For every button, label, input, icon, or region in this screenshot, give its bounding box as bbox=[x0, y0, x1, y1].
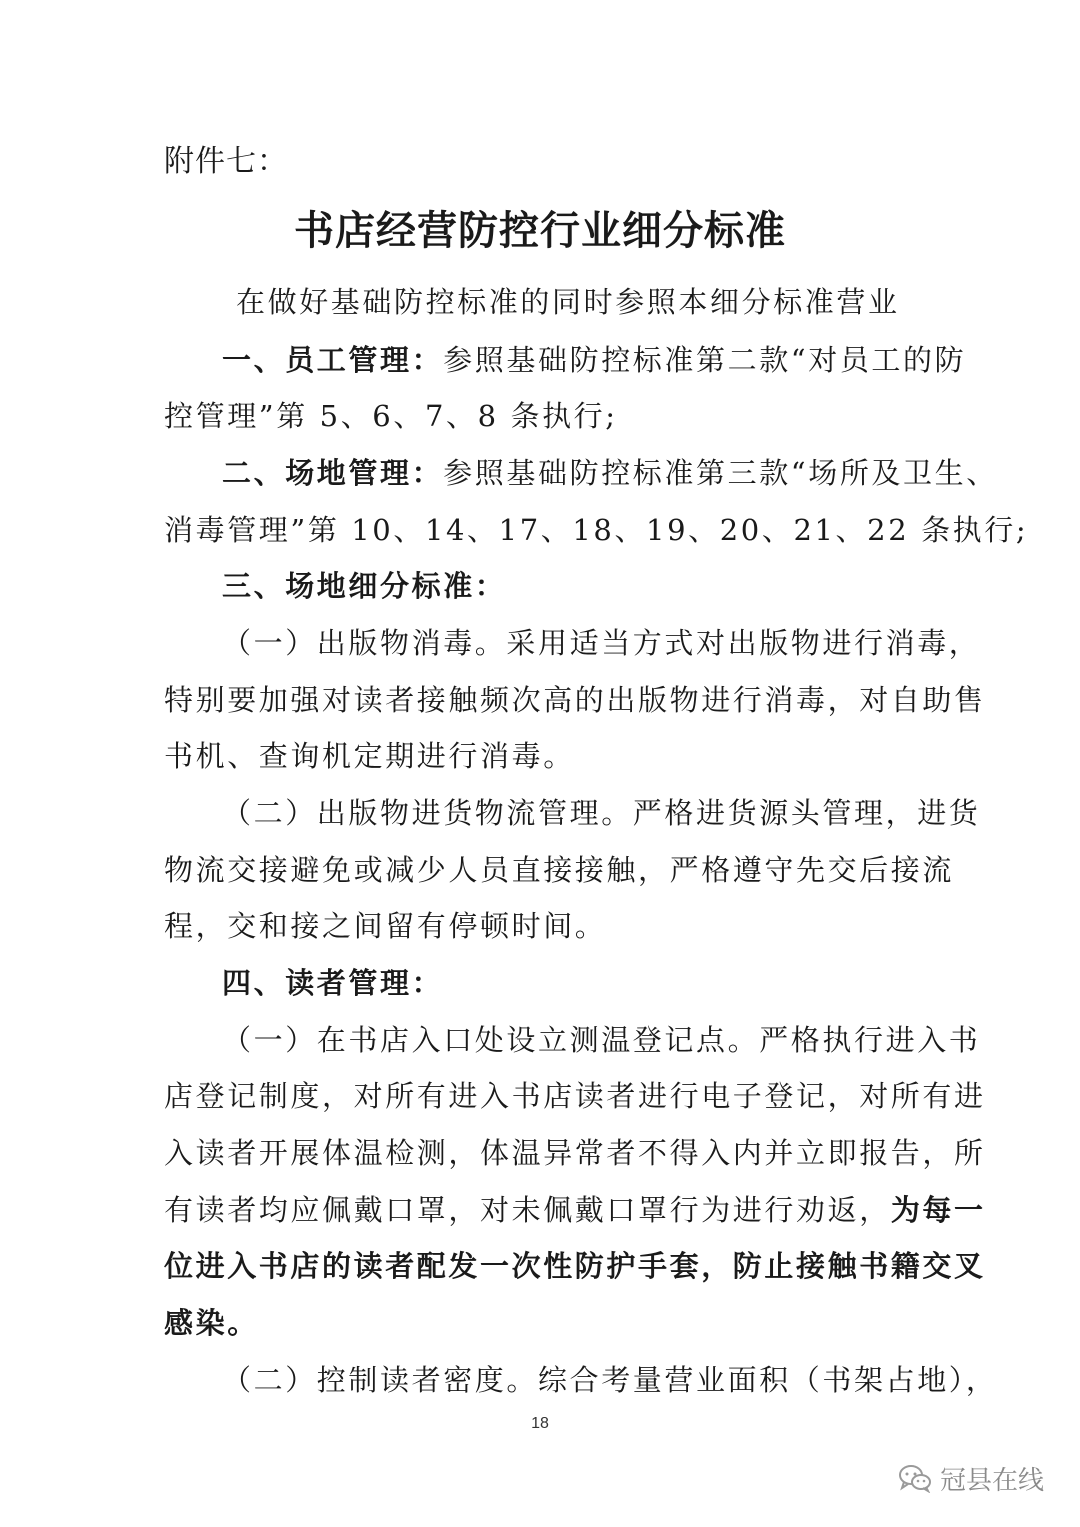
attachment-label: 附件七： bbox=[164, 144, 288, 179]
wechat-icon bbox=[898, 1463, 932, 1493]
watermark-text: 冠县在线 bbox=[939, 1465, 1044, 1496]
section4-item1-line6: 感染。 bbox=[164, 1306, 259, 1340]
document-title: 书店经营防控行业细分标准 bbox=[294, 207, 786, 254]
section4-item1-line4-normal: 有读者均应佩戴口罩，对未佩戴口罩行为进行劝返， bbox=[164, 1193, 891, 1227]
section3-item2-line2: 物流交接避免或减少人员直接接触，严格遵守先交后接流 bbox=[164, 853, 955, 887]
section1-line1 bbox=[222, 340, 982, 380]
section2-line1 bbox=[222, 453, 998, 493]
section4-item1-line3: 入读者开展体温检测，体温异常者不得入内并立即报告，所 bbox=[164, 1136, 986, 1170]
section3-item2-line1: （二）出版物进货物流管理。严格进货源头管理，进货 bbox=[222, 796, 981, 830]
section3-item2-line3: 程，交和接之间留有停顿时间。 bbox=[164, 909, 607, 943]
section2-text-1: 参照基础防控标准第三款“场所及卫生、 bbox=[443, 456, 998, 490]
section3-item1-line3: 书机、查询机定期进行消毒。 bbox=[164, 739, 575, 773]
section3-item1-line1: （一）出版物消毒。采用适当方式对出版物进行消毒， bbox=[222, 626, 981, 660]
section4-item1-line4 bbox=[164, 1190, 986, 1230]
section3-item1-line2: 特别要加强对读者接触频次高的出版物进行消毒，对自助售 bbox=[164, 683, 986, 717]
section4-heading: 四、读者管理： bbox=[222, 966, 444, 1000]
watermark bbox=[898, 1458, 1044, 1498]
section1-text-1: 参照基础防控标准第二款“对员工的防 bbox=[443, 343, 967, 377]
section1-heading: 一、员工管理： bbox=[222, 343, 444, 377]
section4-item1-line4-bold: 为每一 bbox=[890, 1193, 986, 1227]
section4-item2-line1: （二）控制读者密度。综合考量营业面积（书架占地）， bbox=[222, 1363, 998, 1397]
section4-item1-line2: 店登记制度，对所有进入书店读者进行电子登记，对所有进 bbox=[164, 1079, 986, 1113]
section2-line2: 消毒管理”第 10、14、17、18、19、20、21、22 条执行; bbox=[164, 513, 1029, 547]
section2-heading: 二、场地管理： bbox=[222, 456, 444, 490]
page-number: 18 bbox=[531, 1415, 549, 1432]
section3-heading: 三、场地细分标准： bbox=[222, 569, 507, 603]
document-subtitle: 在做好基础防控标准的同时参照本细分标准营业 bbox=[236, 285, 900, 319]
section1-line2: 控管理”第 5、6、7、8 条执行; bbox=[164, 399, 618, 433]
section4-item1-line1: （一）在书店入口处设立测温登记点。严格执行进入书 bbox=[222, 1023, 981, 1057]
section4-item1-line5: 位进入书店的读者配发一次性防护手套，防止接触书籍交叉 bbox=[164, 1249, 986, 1283]
